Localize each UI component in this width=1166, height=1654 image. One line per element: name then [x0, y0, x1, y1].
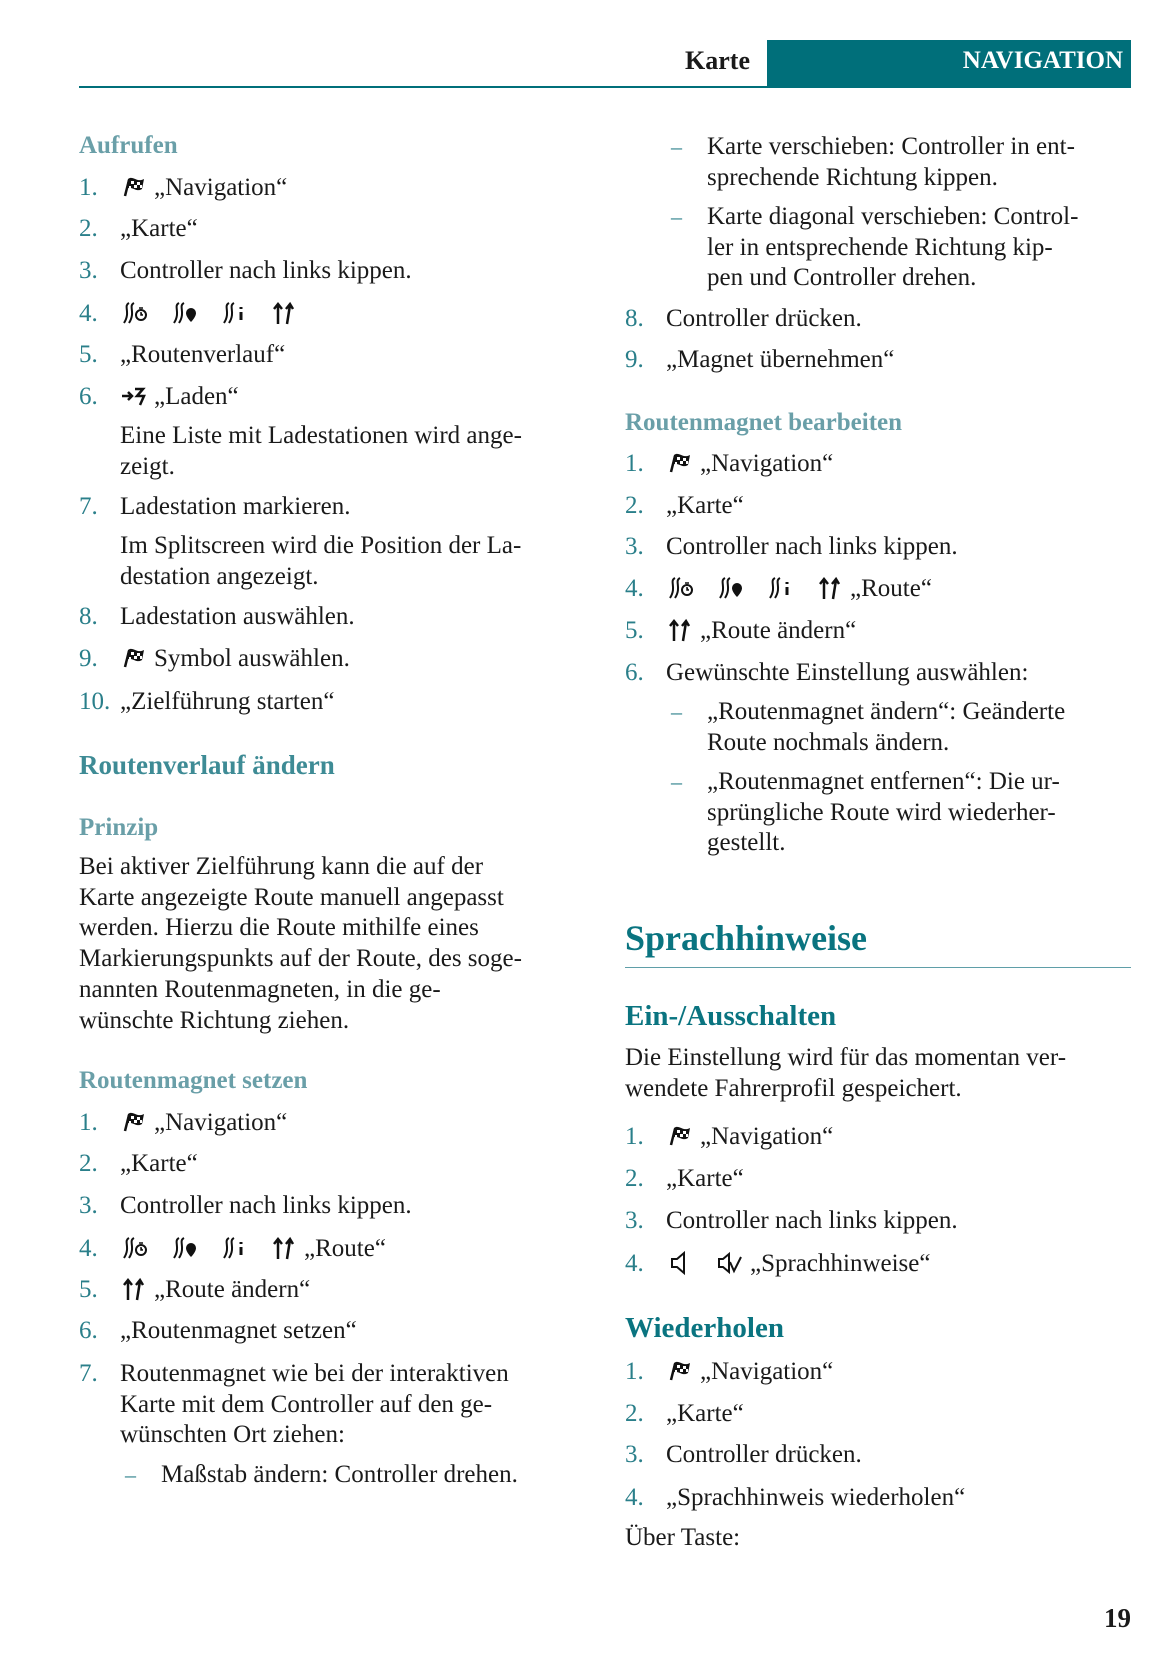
subheading-routenmagnet-bearbeiten: Routenmagnet bearbeiten	[625, 409, 903, 436]
dash-bullet: –	[671, 134, 682, 159]
step-text	[120, 382, 239, 413]
step-text: „Routenmagnet setzen“	[120, 1317, 357, 1344]
step-text: Controller nach links kippen.	[666, 533, 958, 560]
sub-step-text: Karte verschieben: Controller in ent- sprechende Richtung kippen.	[707, 133, 1075, 191]
step-text	[666, 1249, 930, 1280]
step-text	[666, 1122, 833, 1153]
step-label: „Route ändern“	[154, 1276, 311, 1303]
step-note: Eine Liste mit Ladestationen wird ange- zeigt.	[120, 422, 522, 480]
step-number: 9.	[625, 346, 644, 373]
navigation-flag-icon	[120, 1109, 148, 1135]
step-number: 9.	[79, 645, 98, 672]
step-label: „Navigation“	[700, 1358, 834, 1385]
step-number: 3.	[79, 1192, 98, 1219]
route-arrows-icon	[270, 300, 298, 326]
sub-step-text: Karte diagonal verschieben: Control- ler in entsprechende Richtung kip- pen und Controller drehen.	[707, 203, 1079, 292]
step-text: „Sprachhinweis wiederholen“	[666, 1484, 966, 1511]
subheading-routenmagnet-setzen: Routenmagnet setzen	[79, 1067, 308, 1094]
eco-route-icon	[120, 300, 148, 326]
step-number: 7.	[79, 493, 98, 520]
step-number: 1.	[79, 174, 98, 201]
navigation-flag-icon	[120, 645, 148, 671]
navigation-flag-icon	[666, 1123, 694, 1149]
step-number: 1.	[625, 1358, 644, 1385]
step-number: 10.	[79, 688, 111, 715]
section-heading-wiederholen: Wiederholen	[625, 1312, 784, 1344]
step-label: „Sprachhinweise“	[750, 1250, 931, 1277]
step-number: 8.	[79, 603, 98, 630]
heading-rule	[625, 967, 1131, 968]
step-text: Controller drücken.	[666, 1441, 862, 1468]
dash-bullet: –	[671, 699, 682, 724]
prinzip-paragraph: Bei aktiver Zielführung kann die auf der Karte angezeigte Route manuell angepasst werden. Hierzu die Route mithilfe eines Markierungspunkts auf der Route, des soge- nannten Routenmagneten, in die ge- wünschte Richtung ziehen.	[79, 853, 522, 1034]
chapter-heading-sprachhinweise: Sprachhinweise	[625, 918, 868, 958]
step-number: 8.	[625, 305, 644, 332]
section-heading-routenverlauf: Routenverlauf ändern	[79, 750, 335, 780]
fast-route-icon	[170, 1235, 198, 1261]
short-route-icon	[766, 575, 794, 601]
speaker-check-icon	[716, 1250, 744, 1276]
step-text	[120, 1275, 310, 1306]
step-label: „Navigation“	[700, 450, 834, 477]
step-number: 5.	[79, 1276, 98, 1303]
route-arrows-icon	[270, 1235, 298, 1261]
step-text: Ladestation markieren.	[120, 493, 351, 520]
step-text	[120, 173, 287, 204]
step-number: 4.	[625, 1250, 644, 1277]
section-heading-ein-ausschalten: Ein-/Ausschalten	[625, 1000, 837, 1032]
step-number: 2.	[625, 1400, 644, 1427]
chapter-title: NAVIGATION	[962, 47, 1123, 74]
step-note: Im Splitscreen wird die Position der La- destation angezeigt.	[120, 532, 522, 590]
step-text: Controller nach links kippen.	[120, 257, 412, 284]
sub-step-text: Maßstab ändern: Controller drehen.	[161, 1461, 518, 1488]
step-number: 1.	[625, 450, 644, 477]
step-number: 7.	[79, 1360, 98, 1387]
step-number: 6.	[79, 1317, 98, 1344]
short-route-icon	[220, 300, 248, 326]
charging-station-icon	[120, 383, 148, 409]
eco-route-icon	[666, 575, 694, 601]
dash-bullet: –	[671, 769, 682, 794]
step-text	[666, 449, 833, 480]
step-text: Routenmagnet wie bei der interaktiven Karte mit dem Controller auf den ge- wünschten Ort ziehen:	[120, 1360, 509, 1449]
sub-step-text: „Routenmagnet ändern“: Geänderte Route nochmals ändern.	[707, 698, 1066, 756]
step-number: 5.	[79, 341, 98, 368]
dash-bullet: –	[671, 204, 682, 229]
step-number: 3.	[79, 257, 98, 284]
step-text	[666, 1357, 833, 1388]
step-text: „Karte“	[120, 215, 198, 242]
step-text	[120, 644, 350, 675]
step-label: Symbol auswählen.	[154, 645, 350, 672]
step-label: „Laden“	[154, 383, 239, 410]
step-text: „Karte“	[120, 1150, 198, 1177]
step-label: „Navigation“	[700, 1123, 834, 1150]
step-number: 4.	[625, 575, 644, 602]
step-text	[120, 1108, 287, 1139]
step-number: 4.	[79, 300, 98, 327]
step-number: 4.	[625, 1484, 644, 1511]
step-number: 6.	[79, 383, 98, 410]
page-number: 19	[1104, 1603, 1131, 1633]
eco-route-icon	[120, 1235, 148, 1261]
step-number: 2.	[79, 1150, 98, 1177]
step-text: „Karte“	[666, 492, 744, 519]
dash-bullet: –	[125, 1462, 136, 1487]
step-text: Controller nach links kippen.	[120, 1192, 412, 1219]
route-arrows-icon	[666, 617, 694, 643]
step-text	[120, 1234, 386, 1265]
sub-step-text: „Routenmagnet entfernen“: Die ur- sprüngliche Route wird wiederher- gestellt.	[707, 768, 1060, 857]
step-label: „Route ändern“	[700, 617, 857, 644]
step-number: 4.	[79, 1235, 98, 1262]
step-text: „Zielführung starten“	[120, 688, 335, 715]
header-section-title: Karte	[685, 46, 750, 75]
fast-route-icon	[170, 300, 198, 326]
step-number: 2.	[625, 1165, 644, 1192]
step-label: „Navigation“	[154, 1109, 288, 1136]
step-number: 2.	[625, 492, 644, 519]
speaker-icon	[666, 1250, 694, 1276]
navigation-flag-icon	[666, 450, 694, 476]
step-number: 3.	[625, 1441, 644, 1468]
step-label: „Route“	[850, 575, 932, 602]
step-icons	[120, 299, 304, 330]
step-label: „Navigation“	[154, 174, 288, 201]
short-route-icon	[220, 1235, 248, 1261]
step-text	[666, 616, 856, 647]
step-number: 2.	[79, 215, 98, 242]
fast-route-icon	[716, 575, 744, 601]
navigation-flag-icon	[120, 174, 148, 200]
step-text: Controller nach links kippen.	[666, 1207, 958, 1234]
route-arrows-icon	[120, 1276, 148, 1302]
step-text	[666, 574, 932, 605]
step-text: Ladestation auswählen.	[120, 603, 355, 630]
step-text: „Karte“	[666, 1165, 744, 1192]
step-number: 1.	[79, 1109, 98, 1136]
route-arrows-icon	[816, 575, 844, 601]
step-number: 1.	[625, 1123, 644, 1150]
step-text: Gewünschte Einstellung auswählen:	[666, 659, 1029, 686]
ein-paragraph: Die Einstellung wird für das momentan ver- wendete Fahrerprofil gespeichert.	[625, 1044, 1067, 1102]
step-number: 6.	[625, 659, 644, 686]
step-text: „Karte“	[666, 1400, 744, 1427]
section-heading-aufrufen: Aufrufen	[79, 132, 178, 159]
step-text: Controller drücken.	[666, 305, 862, 332]
navigation-flag-icon	[666, 1358, 694, 1384]
step-label: „Route“	[304, 1235, 386, 1262]
step-number: 3.	[625, 533, 644, 560]
subheading-prinzip: Prinzip	[79, 814, 159, 841]
step-number: 3.	[625, 1207, 644, 1234]
step-text: „Magnet übernehmen“	[666, 346, 895, 373]
step-number: 5.	[625, 617, 644, 644]
chapter-tab	[767, 40, 1131, 87]
step-text: „Routenverlauf“	[120, 341, 286, 368]
ueber-taste-text: Über Taste:	[625, 1524, 741, 1551]
